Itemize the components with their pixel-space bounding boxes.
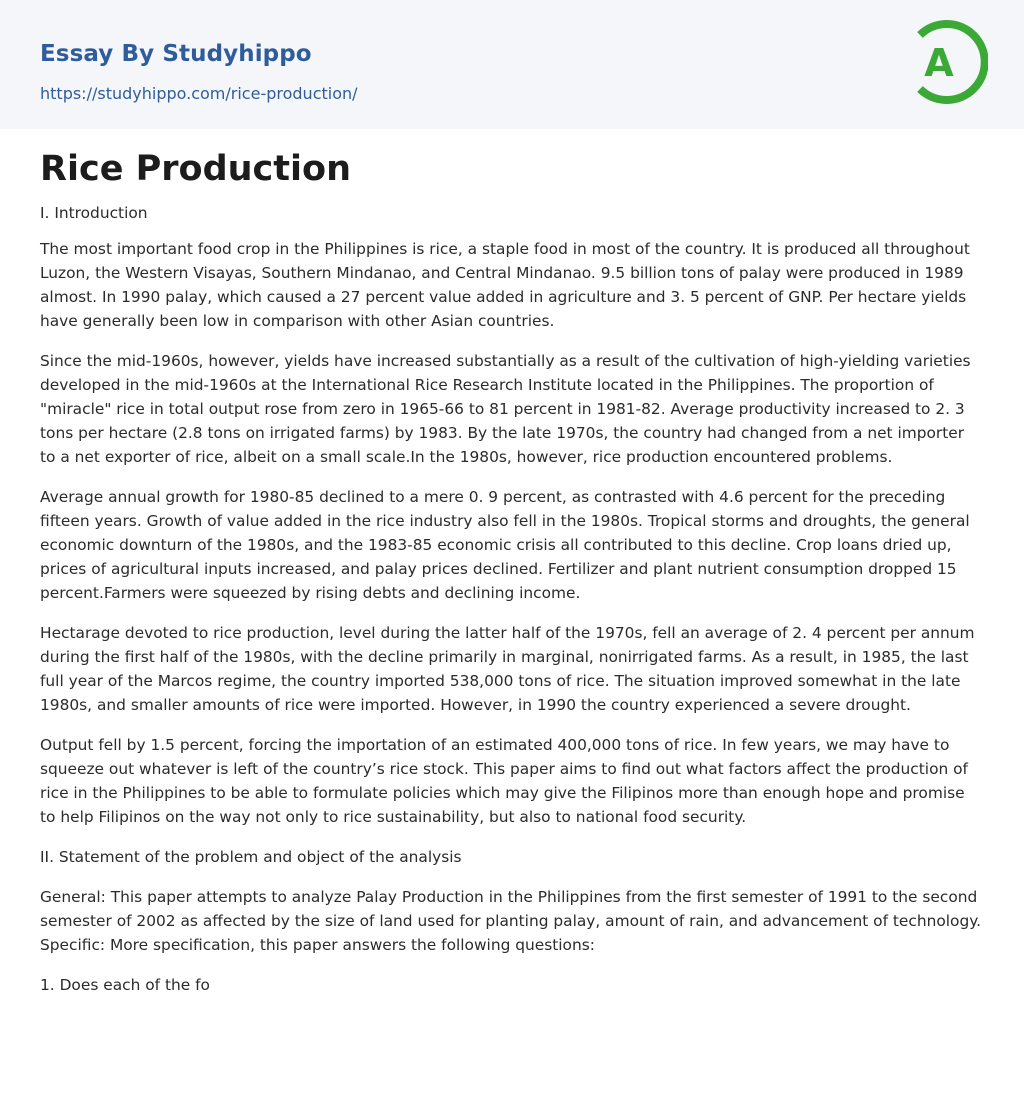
paragraph-truncated: 1. Does each of the fo: [40, 976, 210, 994]
paragraph: Output fell by 1.5 percent, forcing the importation of an estimated 400,000 tons of rice. In few years, we may have to squeeze out whatever is left of the country’s rice stock. This paper aims to find out what factors affect the production of rice in the Philippines to be able to formulate policies which may give the Filipinos more than enough hope and promise to help Filipinos on the way not only to rice sustainability, but also to national food security.: [40, 736, 968, 826]
brand-title: Essay By Studyhippo: [40, 41, 312, 67]
paragraph: Average annual growth for 1980-85 declined to a mere 0. 9 percent, as contrasted with 4.6 percent for the preceding fifteen years. Growth of value added in the rice industry also fell in the 1980s. Tropical storms and droughts, the general economic downturn of the 1980s, and the 1983-85 economic crisis all contributed to this decline. Crop loans dried up, prices of agricultural inputs increased, and palay prices declined. Fertilizer and plant nutrient consumption dropped 15 percent.Farmers were squeezed by rising debts and declining income.: [40, 488, 970, 602]
paragraph: The most important food crop in the Philippines is rice, a staple food in most of the country. It is produced all throughout Luzon, the Western Visayas, Southern Mindanao, and Central Mindanao. 9.5 billion tons of palay were produced in 1989 almost. In 1990 palay, which caused a 27 percent value added in agriculture and 3. 5 percent of GNP. Per hectare yields have generally been low in comparison with other Asian countries.: [40, 240, 970, 330]
section-heading-introduction: I. Introduction: [40, 204, 148, 222]
svg-text:A: A: [924, 41, 954, 85]
paragraph: Hectarage devoted to rice production, level during the latter half of the 1970s, fell an average of 2. 4 percent per annum during the first half of the 1980s, with the decline primarily in marginal, nonirrigated farms. As a result, in 1985, the last full year of the Marcos regime, the country imported 538,000 tons of rice. The situation improved somewhat in the late 1980s, and smaller amounts of rice were imported. However, in 1990 the country experienced a severe drought.: [40, 624, 975, 714]
site-header: [0, 0, 1024, 129]
paragraph: General: This paper attempts to analyze Palay Production in the Philippines from the first semester of 1991 to the second semester of 2002 as affected by the size of land used for planting palay, amount of rain, and advancement of technology. Specific: More specification, this paper answers the following questions:: [40, 888, 982, 954]
page-title: Rice Production: [40, 149, 351, 189]
section-heading-statement: II. Statement of the problem and object of the analysis: [40, 848, 462, 866]
essay-url-link[interactable]: https://studyhippo.com/rice-production/: [40, 84, 358, 103]
studyhippo-logo-icon[interactable]: [910, 17, 988, 107]
essay-content: [0, 149, 1024, 997]
paragraph: Since the mid-1960s, however, yields have increased substantially as a result of the cultivation of high-yielding varieties developed in the mid-1960s at the International Rice Research Institute located in the Philippines. The proportion of "miracle" rice in total output rose from zero in 1965-66 to 81 percent in 1981-82. Average productivity increased to 2. 3 tons per hectare (2.8 tons on irrigated farms) by 1983. By the late 1970s, the country had changed from a net importer to a net exporter of rice, albeit on a small scale.In the 1980s, however, rice production encountered problems.: [40, 352, 971, 466]
